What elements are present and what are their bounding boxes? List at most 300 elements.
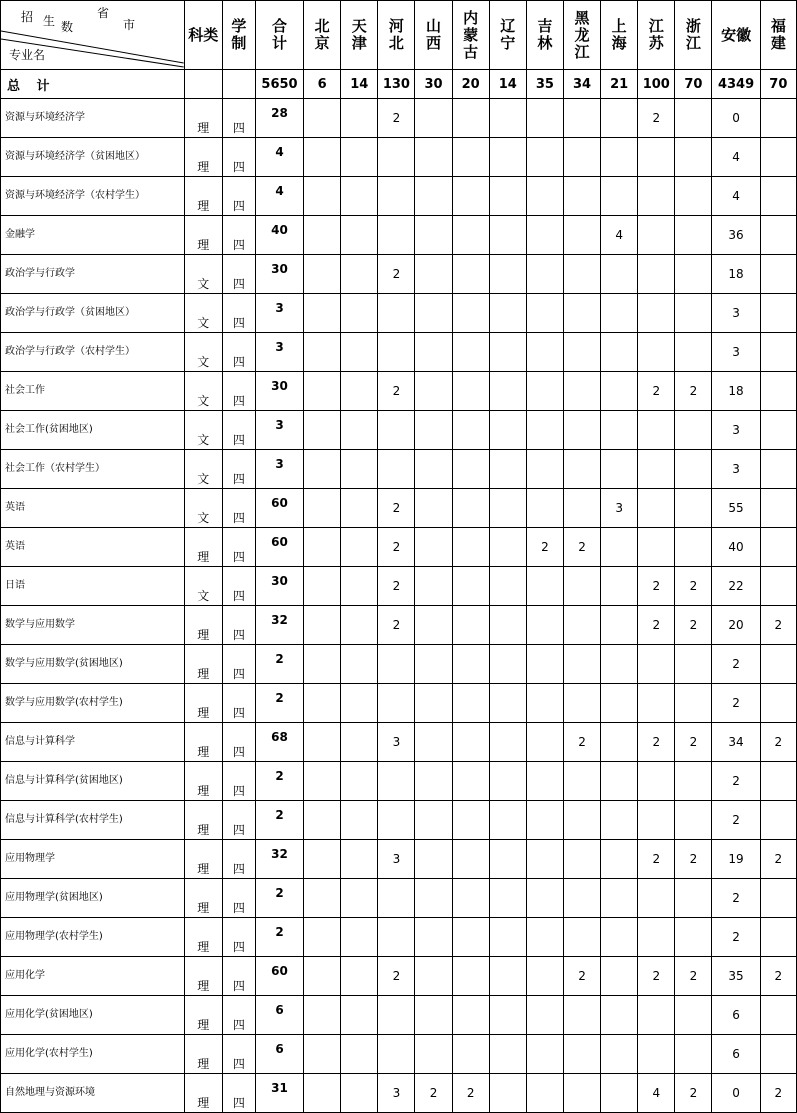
province-value [378, 333, 415, 372]
table-row [1, 255, 797, 294]
subject-type: 理 [184, 528, 222, 567]
province-value [563, 489, 600, 528]
duration: 四 [222, 99, 255, 138]
province-value [452, 177, 489, 216]
table-row [1, 957, 797, 996]
province-value [601, 372, 638, 411]
province-value [675, 918, 712, 957]
province-value [675, 684, 712, 723]
table-row [1, 177, 797, 216]
province-value [489, 1074, 526, 1113]
province-value: 2 [675, 372, 712, 411]
province-value: 18 [712, 255, 760, 294]
province-value [526, 801, 563, 840]
subject-type: 理 [184, 177, 222, 216]
province-value [341, 528, 378, 567]
duration: 四 [222, 177, 255, 216]
province-header: 河北 [378, 1, 415, 70]
row-total: 6 [255, 996, 303, 1035]
province-value [489, 138, 526, 177]
province-value: 3 [601, 489, 638, 528]
province-value [304, 177, 341, 216]
province-value [304, 138, 341, 177]
province-value [341, 645, 378, 684]
duration: 四 [222, 138, 255, 177]
province-value [341, 762, 378, 801]
row-total: 60 [255, 957, 303, 996]
province-value [304, 99, 341, 138]
province-value [378, 450, 415, 489]
row-total: 60 [255, 528, 303, 567]
province-value [304, 216, 341, 255]
subject-type: 理 [184, 1035, 222, 1074]
table-row [1, 723, 797, 762]
province-value [526, 762, 563, 801]
province-value [601, 1035, 638, 1074]
province-value [378, 762, 415, 801]
province-value: 3 [712, 294, 760, 333]
province-value: 3 [378, 1074, 415, 1113]
duration-header: 学制 [222, 1, 255, 70]
province-value: 2 [378, 957, 415, 996]
province-header: 天津 [341, 1, 378, 70]
province-value [489, 957, 526, 996]
province-value [489, 801, 526, 840]
province-value: 3 [712, 411, 760, 450]
major-name: 应用物理学(贫困地区) [1, 879, 185, 918]
province-value [526, 333, 563, 372]
province-value [415, 216, 452, 255]
province-value [601, 879, 638, 918]
province-value [675, 138, 712, 177]
major-name: 应用物理学(农村学生) [1, 918, 185, 957]
province-value [489, 918, 526, 957]
province-value [489, 333, 526, 372]
province-value [601, 918, 638, 957]
province-value: 2 [563, 957, 600, 996]
province-value [304, 918, 341, 957]
province-value [452, 567, 489, 606]
province-value [601, 567, 638, 606]
subject-type: 理 [184, 1074, 222, 1113]
province-value [675, 996, 712, 1035]
table-row [1, 138, 797, 177]
row-total: 30 [255, 255, 303, 294]
province-value [415, 723, 452, 762]
province-value [601, 177, 638, 216]
row-total: 4 [255, 138, 303, 177]
duration: 四 [222, 255, 255, 294]
province-value: 2 [378, 567, 415, 606]
province-value [378, 411, 415, 450]
province-value [675, 489, 712, 528]
province-value [563, 606, 600, 645]
province-value [341, 684, 378, 723]
province-value [304, 957, 341, 996]
province-value: 2 [712, 762, 760, 801]
province-value [452, 333, 489, 372]
province-value [341, 606, 378, 645]
duration: 四 [222, 216, 255, 255]
province-value [489, 372, 526, 411]
province-value [760, 177, 796, 216]
table-row [1, 879, 797, 918]
subject-type: 理 [184, 684, 222, 723]
province-value [563, 801, 600, 840]
province-value [341, 177, 378, 216]
province-value [415, 645, 452, 684]
subject-header: 科类 [184, 1, 222, 70]
province-value: 22 [712, 567, 760, 606]
province-value [452, 606, 489, 645]
province-value [601, 450, 638, 489]
province-value [341, 138, 378, 177]
province-value: 3 [712, 450, 760, 489]
duration: 四 [222, 372, 255, 411]
province-value [415, 333, 452, 372]
major-name: 日语 [1, 567, 185, 606]
subject-type: 理 [184, 216, 222, 255]
table-row [1, 996, 797, 1035]
province-value [638, 879, 675, 918]
province-value [601, 138, 638, 177]
province-value [526, 918, 563, 957]
province-value [760, 684, 796, 723]
province-value [341, 567, 378, 606]
major-name: 资源与环境经济学（农村学生） [1, 177, 185, 216]
province-value: 2 [675, 606, 712, 645]
province-value: 2 [563, 723, 600, 762]
province-value [415, 177, 452, 216]
province-value [638, 684, 675, 723]
province-value: 2 [760, 957, 796, 996]
province-value [760, 411, 796, 450]
province-value [415, 801, 452, 840]
province-value [675, 801, 712, 840]
province-value [415, 606, 452, 645]
empty-cell [184, 70, 222, 99]
row-total: 4 [255, 177, 303, 216]
row-total: 32 [255, 840, 303, 879]
subject-type: 理 [184, 723, 222, 762]
province-value [601, 762, 638, 801]
subject-type: 理 [184, 957, 222, 996]
province-value [452, 801, 489, 840]
major-name: 应用物理学 [1, 840, 185, 879]
province-value [638, 1035, 675, 1074]
province-value [341, 333, 378, 372]
major-name: 社会工作（农村学生） [1, 450, 185, 489]
province-value: 6 [712, 996, 760, 1035]
province-value [304, 528, 341, 567]
province-value [601, 840, 638, 879]
province-value [304, 606, 341, 645]
major-name: 信息与计算科学(贫困地区) [1, 762, 185, 801]
province-value [304, 684, 341, 723]
province-value [304, 333, 341, 372]
province-value [415, 294, 452, 333]
province-value [489, 294, 526, 333]
table-row [1, 567, 797, 606]
province-value [638, 528, 675, 567]
province-value [304, 879, 341, 918]
province-value [341, 957, 378, 996]
duration: 四 [222, 489, 255, 528]
row-total: 2 [255, 645, 303, 684]
province-value [675, 1035, 712, 1074]
province-total: 30 [415, 70, 452, 99]
row-total: 28 [255, 99, 303, 138]
province-value [760, 567, 796, 606]
province-value [638, 996, 675, 1035]
province-value [601, 411, 638, 450]
row-total: 60 [255, 489, 303, 528]
province-header: 黑龙江 [563, 1, 600, 70]
province-value [760, 489, 796, 528]
province-value [304, 645, 341, 684]
province-value [452, 528, 489, 567]
province-value [638, 801, 675, 840]
province-value [638, 450, 675, 489]
major-name: 政治学与行政学（贫困地区） [1, 294, 185, 333]
duration: 四 [222, 645, 255, 684]
province-value [452, 294, 489, 333]
province-value [341, 840, 378, 879]
province-value [489, 177, 526, 216]
province-value [489, 411, 526, 450]
table-row [1, 294, 797, 333]
province-total: 130 [378, 70, 415, 99]
province-value [563, 684, 600, 723]
table-row [1, 489, 797, 528]
province-value: 2 [760, 723, 796, 762]
province-value [415, 138, 452, 177]
province-value [526, 216, 563, 255]
province-value [341, 918, 378, 957]
province-value [452, 645, 489, 684]
province-value [601, 723, 638, 762]
province-value [760, 801, 796, 840]
province-value: 55 [712, 489, 760, 528]
subject-type: 文 [184, 567, 222, 606]
province-value [563, 333, 600, 372]
province-value [638, 138, 675, 177]
province-value [415, 840, 452, 879]
province-value [304, 840, 341, 879]
province-value: 2 [712, 801, 760, 840]
province-value [378, 177, 415, 216]
province-value [415, 879, 452, 918]
major-name: 政治学与行政学 [1, 255, 185, 294]
province-value [638, 333, 675, 372]
province-value [601, 333, 638, 372]
province-value [526, 996, 563, 1035]
province-value [304, 294, 341, 333]
province-value [526, 567, 563, 606]
row-total: 32 [255, 606, 303, 645]
province-value [304, 723, 341, 762]
province-value [415, 489, 452, 528]
province-value [415, 762, 452, 801]
row-total: 2 [255, 801, 303, 840]
province-value: 20 [712, 606, 760, 645]
province-total: 34 [563, 70, 600, 99]
subject-type: 理 [184, 918, 222, 957]
table-row [1, 450, 797, 489]
province-value: 18 [712, 372, 760, 411]
province-value [638, 216, 675, 255]
subject-type: 理 [184, 762, 222, 801]
subject-type: 理 [184, 99, 222, 138]
row-total: 68 [255, 723, 303, 762]
province-value [760, 645, 796, 684]
major-name: 金融学 [1, 216, 185, 255]
province-value [378, 996, 415, 1035]
province-value [378, 138, 415, 177]
row-total: 2 [255, 684, 303, 723]
row-total: 3 [255, 294, 303, 333]
table-row [1, 216, 797, 255]
province-value [341, 294, 378, 333]
province-value: 2 [638, 606, 675, 645]
province-header: 山西 [415, 1, 452, 70]
row-total: 3 [255, 450, 303, 489]
province-value [452, 489, 489, 528]
major-name: 应用化学 [1, 957, 185, 996]
province-value [415, 684, 452, 723]
province-value: 6 [712, 1035, 760, 1074]
province-value [489, 489, 526, 528]
subject-type: 理 [184, 801, 222, 840]
province-value [526, 723, 563, 762]
province-value: 2 [638, 99, 675, 138]
major-name: 社会工作(贫困地区) [1, 411, 185, 450]
province-value [638, 762, 675, 801]
province-value: 2 [675, 840, 712, 879]
province-value [760, 528, 796, 567]
duration: 四 [222, 996, 255, 1035]
province-value [601, 1074, 638, 1113]
province-value [563, 411, 600, 450]
province-value [638, 645, 675, 684]
subject-type: 文 [184, 255, 222, 294]
province-value [415, 528, 452, 567]
table-row [1, 606, 797, 645]
province-value [378, 879, 415, 918]
province-value [526, 99, 563, 138]
major-name: 英语 [1, 489, 185, 528]
province-total: 100 [638, 70, 675, 99]
province-value [452, 1035, 489, 1074]
province-value [760, 879, 796, 918]
province-value: 4 [638, 1074, 675, 1113]
subject-type: 文 [184, 411, 222, 450]
province-value: 2 [563, 528, 600, 567]
province-value: 2 [760, 606, 796, 645]
row-total: 2 [255, 879, 303, 918]
diag-label-5: 市 [123, 18, 136, 32]
province-value: 2 [415, 1074, 452, 1113]
table-row [1, 372, 797, 411]
province-value: 2 [712, 684, 760, 723]
major-name: 资源与环境经济学（贫困地区） [1, 138, 185, 177]
province-value [304, 801, 341, 840]
province-value [304, 1074, 341, 1113]
province-value: 40 [712, 528, 760, 567]
province-value [563, 1035, 600, 1074]
province-value: 2 [638, 567, 675, 606]
grand-total-value: 5650 [255, 70, 303, 99]
province-value [675, 411, 712, 450]
province-value [760, 99, 796, 138]
empty-cell [222, 70, 255, 99]
province-header: 福建 [760, 1, 796, 70]
duration: 四 [222, 294, 255, 333]
province-value [452, 723, 489, 762]
major-header-label: 专业名 [9, 48, 46, 62]
province-value [526, 255, 563, 294]
province-value: 2 [760, 1074, 796, 1113]
province-value [563, 450, 600, 489]
duration: 四 [222, 957, 255, 996]
province-value: 2 [638, 372, 675, 411]
province-value [526, 1074, 563, 1113]
province-total: 21 [601, 70, 638, 99]
duration: 四 [222, 762, 255, 801]
province-value [452, 450, 489, 489]
province-value [341, 879, 378, 918]
province-value [760, 762, 796, 801]
province-value [675, 177, 712, 216]
row-total: 30 [255, 567, 303, 606]
province-value [601, 294, 638, 333]
province-value [638, 294, 675, 333]
province-value [489, 528, 526, 567]
province-header: 上海 [601, 1, 638, 70]
province-value [304, 255, 341, 294]
province-value [452, 138, 489, 177]
subject-type: 文 [184, 294, 222, 333]
major-name: 应用化学(贫困地区) [1, 996, 185, 1035]
province-value [526, 879, 563, 918]
province-value [304, 489, 341, 528]
province-value [452, 99, 489, 138]
province-value [489, 996, 526, 1035]
province-total: 35 [526, 70, 563, 99]
row-total: 2 [255, 918, 303, 957]
province-value [304, 762, 341, 801]
province-value [489, 450, 526, 489]
province-value [601, 996, 638, 1035]
province-value [760, 333, 796, 372]
province-value [563, 138, 600, 177]
province-total: 6 [304, 70, 341, 99]
province-value [760, 138, 796, 177]
subject-type: 文 [184, 333, 222, 372]
province-value [415, 918, 452, 957]
province-value [341, 216, 378, 255]
subject-type: 理 [184, 645, 222, 684]
province-value: 2 [526, 528, 563, 567]
subject-type: 文 [184, 489, 222, 528]
province-value [304, 450, 341, 489]
province-value: 0 [712, 99, 760, 138]
province-value [563, 645, 600, 684]
province-value [526, 450, 563, 489]
province-value [760, 255, 796, 294]
province-value [341, 723, 378, 762]
major-name: 英语 [1, 528, 185, 567]
